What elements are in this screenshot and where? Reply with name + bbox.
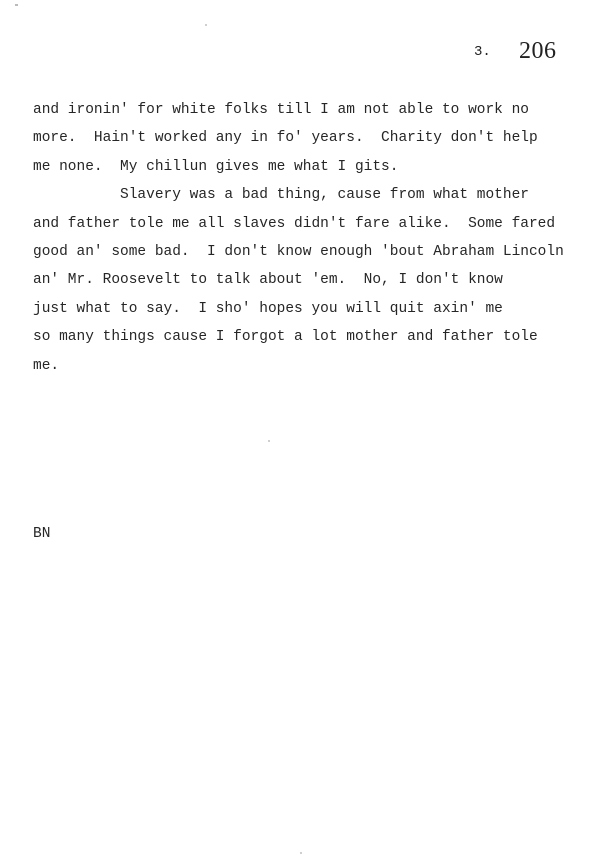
typist-initials: BN [33, 526, 51, 542]
text-line: just what to say. I sho' hopes you will quit axin' me [33, 300, 503, 317]
text-line: Slavery was a bad thing, cause from what mother [33, 187, 529, 204]
text-line: me. [33, 357, 60, 374]
text-line: good an' some bad. I don't know enough 'bout Abraham Lincoln [33, 243, 564, 260]
text-line: and father tole me all slaves didn't fare alike. Some fared [33, 215, 556, 232]
margin-mark [15, 4, 18, 6]
text-line: an' Mr. Roosevelt to talk about 'em. No, I don't know [33, 272, 503, 289]
stamp-number: 206 [519, 38, 557, 64]
text-line: me none. My chillun gives me what I gits. [33, 158, 399, 175]
paper-speck [300, 852, 302, 854]
text-line: so many things cause I forgot a lot mother and father tole [33, 329, 538, 346]
typed-body-text [33, 96, 573, 380]
page-number: 3. [474, 44, 491, 60]
paper-speck [268, 440, 270, 442]
text-line: and ironin' for white folks till I am not able to work no [33, 102, 529, 118]
text-line: more. Hain't worked any in fo' years. Charity don't help [33, 130, 538, 147]
paper-speck [205, 24, 207, 26]
